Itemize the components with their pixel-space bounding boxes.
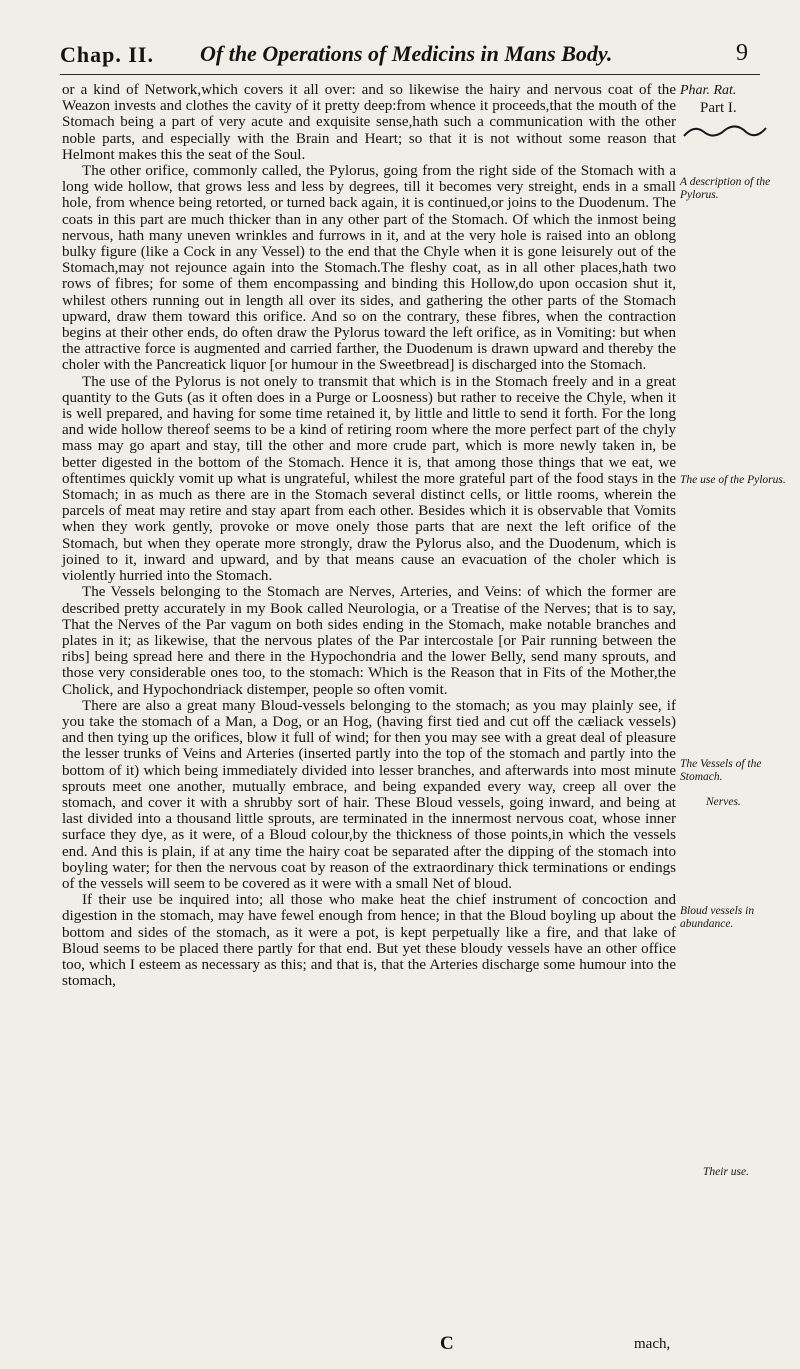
paragraph-1: or a kind of Network,which covers it all over: and so likewise the hairy and nervous coat of the Weazon invests and clothes the cavity of it pretty deep:from whence it proceeds,that the mouth of the Stomach being a part of very acute and exquisite sense,hath such a communication with the other noble parts, and especially with the Brain and Heart; so that it is not without some reason that Helmont makes this the seat of the Soul. [62, 82, 676, 163]
margin-note-phar-rat: Phar. Rat. [680, 83, 737, 98]
running-title: Of the Operations of Medicins in Mans Body. [200, 41, 613, 66]
paragraph-4: The Vessels belonging to the Stomach are Nerves, Arteries, and Veins: of which the former are described pretty accurately in my Book called Neurologia, or a Treatise of the Nerves; that is to say, That the Nerves of the Par vagum on both sides ending in the Stomach, make notable branches and plates in it; as likewise, that the nervous plates of the Par intercostale [or Pair running between the ribs] being spread here and there in the Hypochondria and the lower Belly, send many sprouts, and those very considerable ones too, to the stomach: Which is the Reason that in Fits of the Mother,the Cholick, and Hypochondriack distemper, people so often vomit. [62, 584, 676, 698]
margin-note-use-of-pylorus: The use of the Pylorus. [680, 474, 786, 486]
paragraph-5: There are also a great many Bloud-vessels belonging to the stomach; as you may plainly see, if you take the stomach of a Man, a Dog, or an Hog, (having first tied and cut off the cæliack vessels) and then tying up the orifices, blow it full of wind; for then you may see with a great deal of pleasure the lesser trunks of Veins and Arteries (inserted partly into the top of the stomach and partly into the bottom of it) which being immediately divided into lesser branches, and afterwards into most minute sprouts meet one another, mutually embrace, and being expanded every way, creep all over the stomach, and cover it with a shrubby sort of hair. These Bloud vessels, going inward, and being at last divided into a thousand little sprouts, are terminated in the innermost nervous coat, whose inner surface they dye, as it were, of a Bloud colour,by the thickness of those points,in which the vessels end. And this is plain, if at any time the hairy coat be separated after the dipping of the stomach into boyling water; for then the nervous coat by reason of the extraordinary thick terminations or endings of the vessels will seem to be covered as it were with a small Net of bloud. [62, 697, 676, 892]
flourish-ornament-icon [682, 120, 768, 144]
paragraph-3: The use of the Pylorus is not onely to transmit that which is in the Stomach freely and in a great quantity to the Guts (as it often does in a Purge or Loosness) but rather to receive the Chyle, when it is well prepared, and having for some time retained it, by little and little to send it forth. For the long and wide hollow thereof seems to be a kind of retiring room where the more perfect part of the chyly mass may go apart and stay, till the other and more crude part, which is more newly taken in, be better digested in the bottom of the Stomach. Hence it is, that among those things that we eat, we oftentimes quickly vomit up what is ungrateful, whilest the more grateful part of the food stays in the Stomach; in as much as there are in the Stomach several distinct cells, or little rooms, wherein the parcels of meat may retire and stay apart from each other. Besides which it is observable that Vomits when they work gently, provoke or move onely those parts that are next the left orifice of the Stomach, but when they operate more strongly, draw the Pylorus also, and the Duodenum, which is joined to it, inward and upward, and by that means cause an evacuation of the choler which is violently hurried into the Stomach. [62, 373, 676, 585]
margin-note-pylorus-description: A description of the Pylorus. [680, 176, 771, 201]
running-header [60, 38, 760, 75]
margin-note-part: Part I. [700, 100, 737, 116]
paragraph-2: The other orifice, commonly called, the Pylorus, going from the right side of the Stomach with a long wide hollow, that grows less and less by degrees, till it becomes very streight, ends in a small hole, from whence being retorted, or turned back again, it is continued,or joins to the Duodenum. The coats in this part are much thicker than in any other part of the Stomach. Of which the inmost being nervous, hath many uneven wrinkles and furrows in it, and at the very hole is raised into an oblong bulky figure (like a Cock in any Vessel) to the end that the Chyle when it is gone leisurely out of the Stomach,may not rejounce again into the Stomach.The fleshy coat, as in all other places,hath two rows of fibres; for some of them encompassing and binding this Hollow,do upon occasion shut it, whilest others running out in length all over its sides, and gathering the other parts of the Stomach upward, draw them toward this orifice. And so on the contrary, these fibres, when the contraction begins at their other ends, do often draw the Pylorus toward the left orifice, as in Vomiting: but when the attractive force is augmented and carried farther, the Duodenum is drawn upward and thereby the choler with the Pancreatick liquor [or humour in the Sweetbread] is discharged into the Stomach. [62, 163, 676, 374]
signature-mark: C [440, 1333, 454, 1354]
paragraph-6: If their use be inquired into; all those who make heat the chief instrument of concoction and digestion in the stomach, may have fewel enough from hence; in that the Bloud boyling up about the bottom and sides of the stomach, as it were a pot, is kept perpetually like a fire, and that lake of Bloud seems to be placed there partly for that end. But yet these bloudy vessels have an other office too, which I esteem as necessary as this; and that is, that the Arteries discharge some humour into the stomach, [62, 892, 676, 990]
margin-note-blood-vessels: Bloud vessels in abundance. [680, 905, 755, 930]
margin-note-nerves: Nerves. [706, 796, 741, 808]
margin-note-their-use: Their use. [703, 1166, 749, 1178]
chapter-label: Chap. II. [60, 42, 154, 67]
page-number: 9 [736, 40, 748, 66]
main-text [62, 82, 676, 989]
catchword: mach, [634, 1336, 671, 1352]
margin-note-vessels: The Vessels of the Stomach. [680, 758, 762, 783]
